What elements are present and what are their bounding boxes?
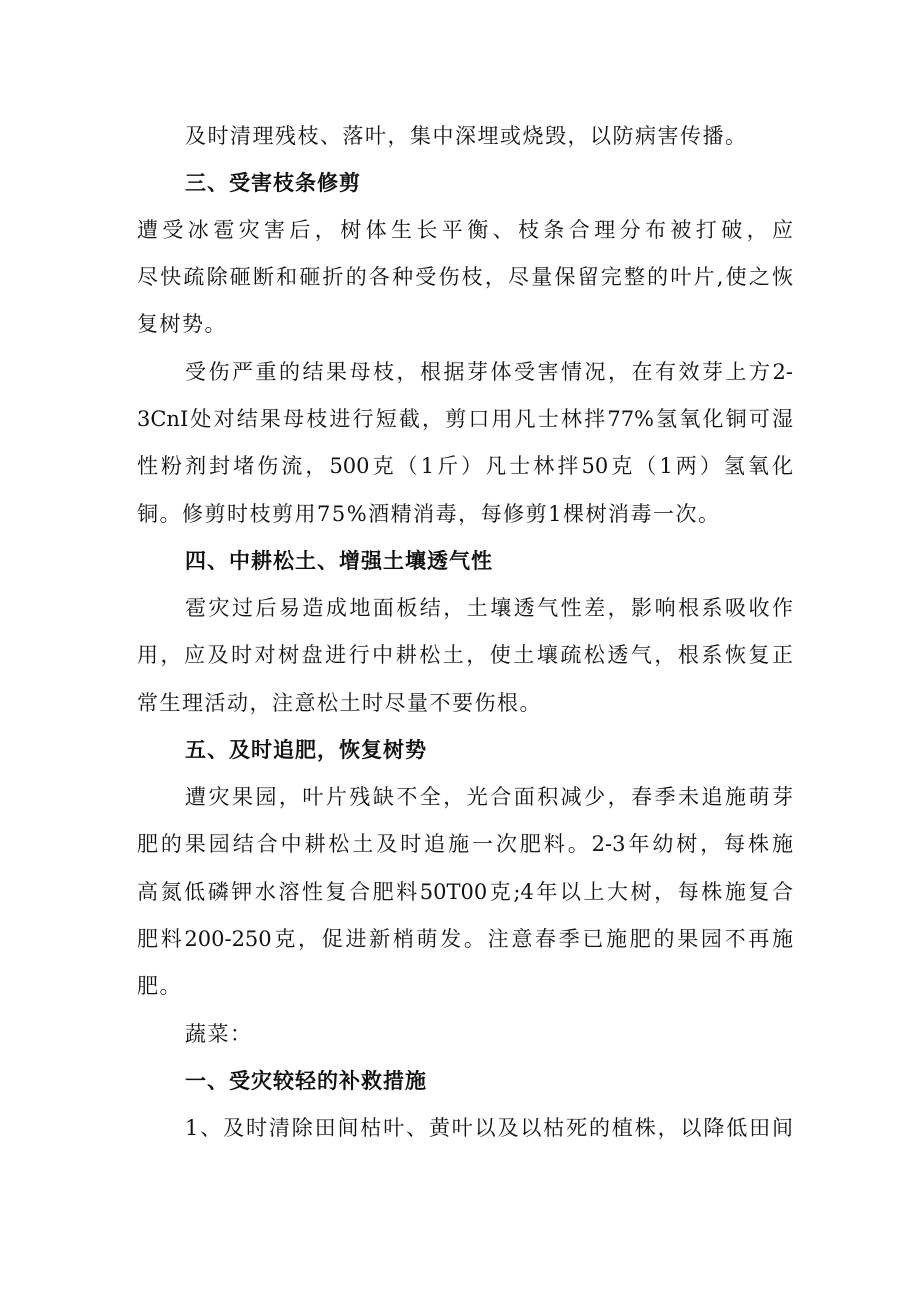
section-heading: 三、受害枝条修剪 — [185, 171, 361, 195]
paragraph-line: 遭受冰雹灾害后，树体生长平衡、枝条合理分布被打破，应 — [137, 218, 793, 242]
paragraph-line: 及时清理残枝、落叶，集中深埋或烧毁，以防病害传播。 — [185, 124, 748, 148]
paragraph-line: 高氮低磷钾水溶性复合肥料50T00克;4年以上大树，每株施复合 — [137, 880, 793, 904]
paragraph-line: 3CnI处对结果母枝进行短截，剪口用凡士林拌77%氢氧化铜可湿 — [137, 407, 793, 431]
paragraph-line: 复树势。 — [137, 312, 227, 336]
paragraph-line: 1、及时清除田间枯叶、黄叶以及以枯死的植株，以降低田间 — [185, 1116, 793, 1140]
section-heading: 四、中耕松土、增强土壤透气性 — [185, 549, 493, 573]
paragraph-line: 受伤严重的结果母枝，根据芽体受害情况，在有效芽上方2- — [185, 360, 793, 384]
paragraph-line: 肥。 — [137, 974, 182, 998]
paragraph-line: 铜。修剪时枝剪用75%酒精消毒，每修剪1棵树消毒一次。 — [137, 502, 721, 526]
paragraph-line: 肥料200-250克，促进新梢萌发。注意春季已施肥的果园不再施 — [137, 927, 793, 951]
paragraph-line: 用，应及时对树盘进行中耕松土，使土壤疏松透气，根系恢复正 — [137, 643, 793, 667]
section-heading: 五、及时追肥，恢复树势 — [185, 738, 427, 762]
paragraph-line: 尽快疏除砸断和砸折的各种受伤枝，尽量保留完整的叶片,使之恢 — [137, 265, 793, 289]
paragraph-line: 遭灾果园，叶片残缺不全，光合面积减少，春季未追施萌芽 — [185, 785, 793, 809]
subsection-label: 蔬菜： — [185, 1022, 253, 1046]
section-heading: 一、受灾较轻的补救措施 — [185, 1069, 427, 1093]
paragraph-line: 性粉剂封堵伤流，500克（1斤）凡士林拌50克（1两）氢氧化 — [137, 454, 793, 478]
paragraph-line: 肥的果园结合中耕松土及时追施一次肥料。2-3年幼树，每株施 — [137, 832, 793, 856]
paragraph-line: 雹灾过后易造成地面板结，土壤透气性差，影响根系吸收作 — [185, 596, 793, 620]
paragraph-line: 常生理活动，注意松土时尽量不要伤根。 — [137, 691, 542, 715]
